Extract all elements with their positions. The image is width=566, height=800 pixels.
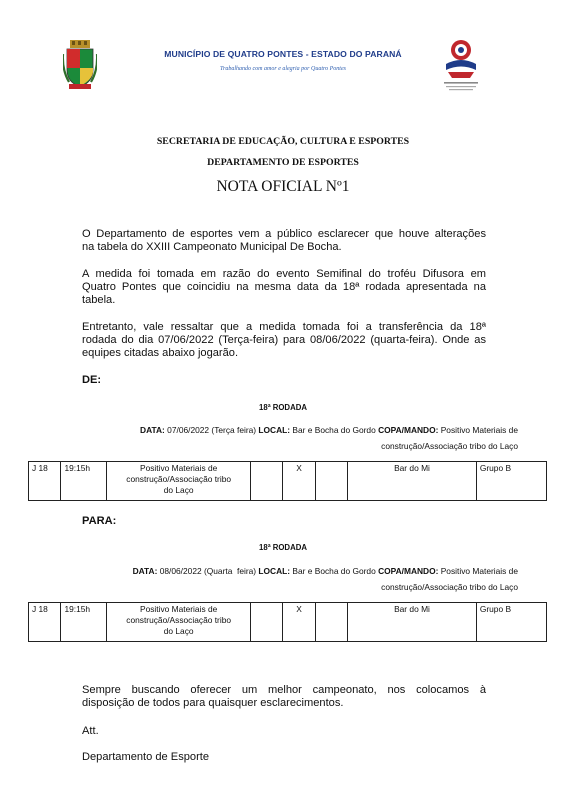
local-value: Bar e Bocha do Gordo — [292, 425, 376, 435]
team-line: Positivo Materiais de — [140, 604, 218, 614]
paragraph-3 — [82, 321, 486, 360]
from-match-table — [28, 461, 547, 501]
para-label: PARA: — [82, 515, 117, 527]
match-group: Grupo B — [476, 462, 546, 501]
match-team — [107, 462, 250, 501]
secretaria-logo-icon — [440, 38, 482, 92]
opponent-cell — [315, 462, 347, 501]
copa-value: Positivo Materiais de — [440, 425, 518, 435]
match-venue: Bar do Mi — [348, 603, 477, 642]
departamento-heading: DEPARTAMENTO DE ESPORTES — [207, 157, 359, 168]
empty-cell — [250, 603, 282, 642]
team-line: construção/Associação tribo — [126, 615, 232, 625]
match-code: J 18 — [29, 462, 61, 501]
header-tagline: Trabalhando com amor e alegria por Quatro Pontes — [220, 66, 346, 72]
header-municipality-title: MUNICÍPIO DE QUATRO PONTES - ESTADO DO PARANÁ — [164, 49, 402, 59]
team-line: do Laço — [163, 626, 194, 636]
to-rodada-heading: 18ª RODADA — [259, 543, 307, 552]
municipal-coat-of-arms-icon — [63, 40, 97, 90]
paragraph-2 — [82, 268, 486, 307]
closing-paragraph — [82, 684, 486, 710]
copa-label: COPA/MANDO: — [378, 425, 439, 435]
att-label: Att. — [82, 725, 99, 737]
team-line: do Laço — [163, 485, 194, 495]
copa-label: COPA/MANDO: — [378, 566, 439, 576]
paragraph-line: tabela. — [82, 294, 116, 306]
copa-value-line2: construção/Associação tribo do Laço — [381, 441, 518, 451]
paragraph-line: A medida foi tomada em razão do evento Semifinal do troféu Difusora em — [82, 268, 486, 280]
from-data-line — [40, 422, 518, 454]
from-rodada-heading: 18ª RODADA — [259, 403, 307, 412]
opponent-cell — [315, 603, 347, 642]
paragraph-line: Quatro Pontes que coincidiu na mesma data da 18ª rodada apresentada na — [82, 281, 486, 293]
data-value: 08/06/2022 (Quarta feira) — [159, 566, 257, 576]
copa-value: Positivo Materiais de — [440, 566, 518, 576]
local-label: LOCAL: — [258, 566, 291, 576]
versus-mark: X — [283, 462, 315, 501]
match-venue: Bar do Mi — [348, 462, 477, 501]
data-label: DATA: — [132, 566, 158, 576]
data-value: 07/06/2022 (Terça feira) — [167, 425, 257, 435]
match-group: Grupo B — [476, 603, 546, 642]
match-code: J 18 — [29, 603, 61, 642]
secretaria-heading: SECRETARIA DE EDUCAÇÃO, CULTURA E ESPORTES — [156, 136, 410, 147]
team-line: Positivo Materiais de — [140, 463, 218, 473]
paragraph-line: Entretanto, vale ressaltar que a medida tomada foi a transferência da 18ª — [82, 321, 486, 333]
empty-cell — [250, 462, 282, 501]
local-label: LOCAL: — [258, 425, 291, 435]
paragraph-1 — [82, 228, 486, 254]
team-line: construção/Associação tribo — [126, 474, 232, 484]
data-label: DATA: — [140, 425, 165, 435]
to-data-line — [40, 563, 518, 595]
match-time: 19:15h — [61, 462, 107, 501]
table-row — [29, 603, 547, 642]
page-title: NOTA OFICIAL Nº1 — [216, 178, 350, 195]
copa-value-line2: construção/Associação tribo do Laço — [381, 582, 518, 592]
paragraph-line: O Departamento de esportes vem a público esclarecer que houve alterações — [82, 228, 486, 240]
paragraph-line: equipes citadas abaixo jogarão. — [82, 347, 239, 359]
paragraph-line: Sempre buscando oferecer um melhor campeonato, nos colocamos à — [82, 684, 486, 696]
match-team — [107, 603, 250, 642]
paragraph-line: disposição de todos para quaisquer esclarecimentos. — [82, 697, 344, 709]
table-row — [29, 462, 547, 501]
match-time: 19:15h — [61, 603, 107, 642]
paragraph-line: na tabela do XXIII Campeonato Municipal De Bocha. — [82, 241, 342, 253]
paragraph-line: rodada do dia 07/06/2022 (Terça-feira) para 08/06/2022 (quarta-feira). Onde as — [82, 334, 486, 346]
signature: Departamento de Esporte — [82, 751, 210, 763]
versus-mark: X — [283, 603, 315, 642]
de-label: DE: — [82, 374, 102, 386]
to-match-table — [28, 602, 547, 642]
local-value: Bar e Bocha do Gordo — [292, 566, 376, 576]
